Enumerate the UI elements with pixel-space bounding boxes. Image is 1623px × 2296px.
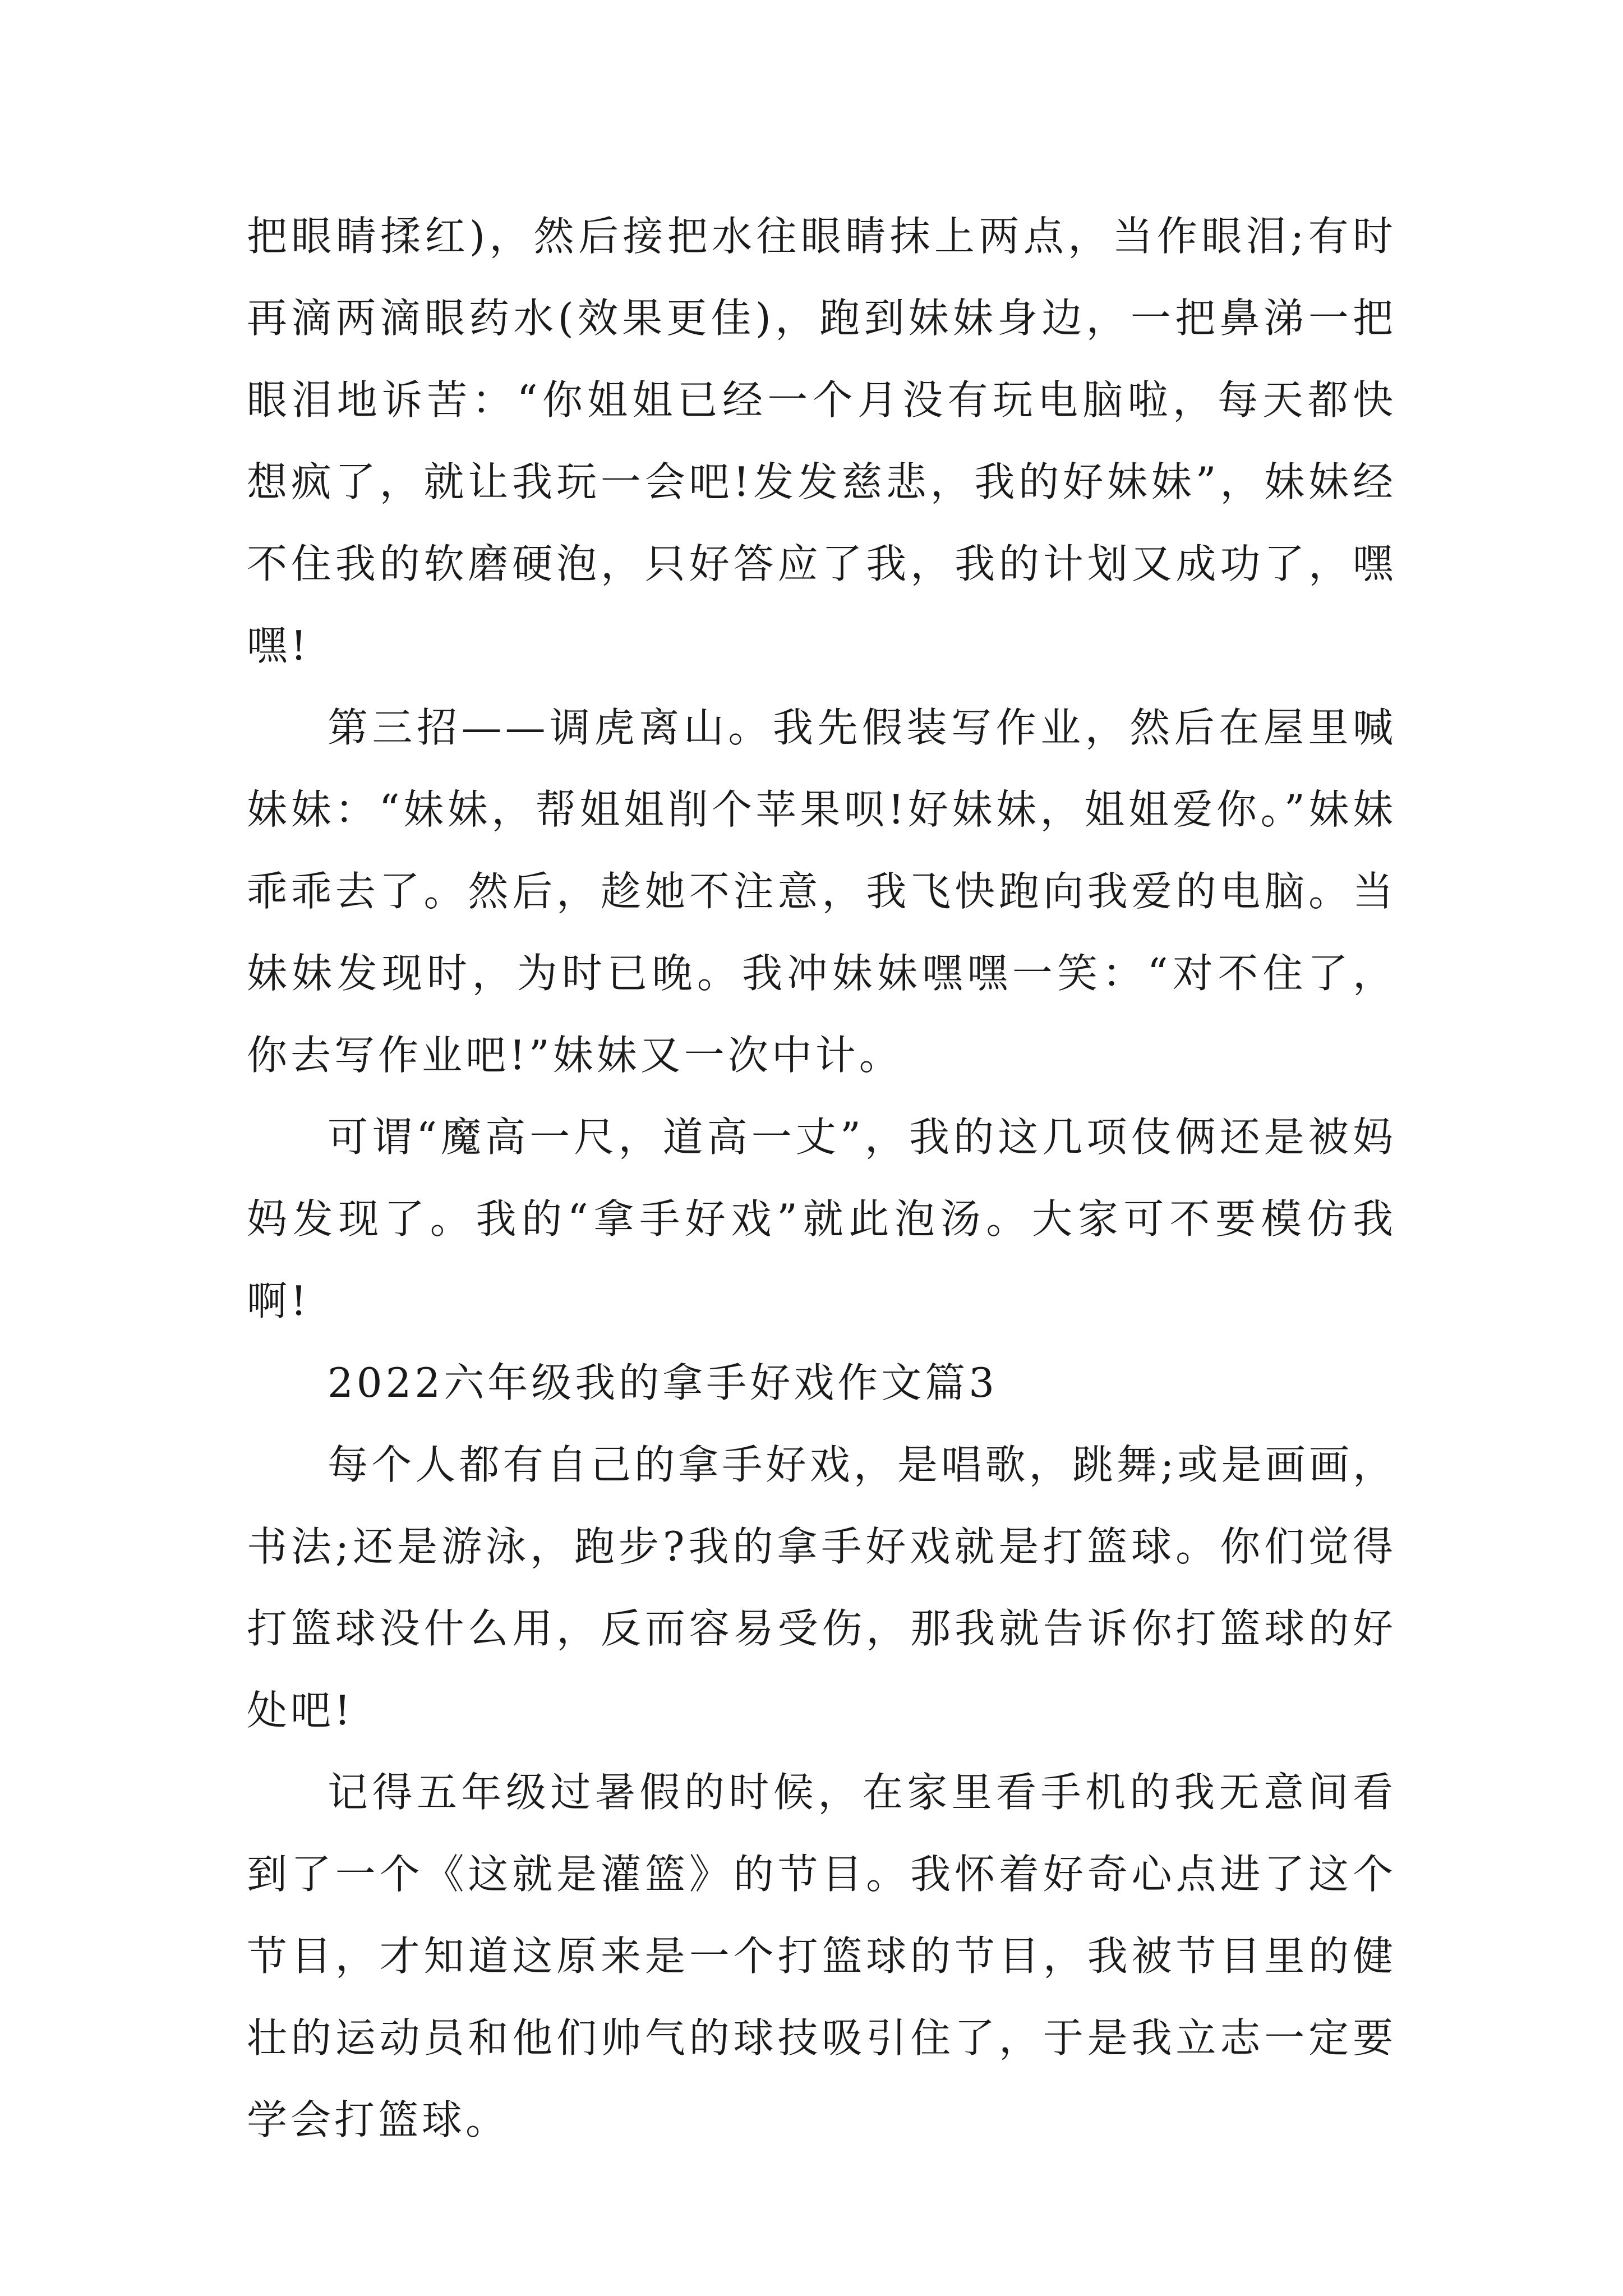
paragraph-continued: 把眼睛揉红)，然后接把水往眼睛抹上两点，当作眼泪;有时再滴两滴眼药水(效果更佳)，跑到妹妹身边，一把鼻涕一把眼泪地诉苦：“你姐姐已经一个月没有玩电脑啦，每天都快想疯了，就让我玩一会吧!发发慈悲，我的好妹妹”，妹妹经不住我的软磨硬泡，只好答应了我，我的计划又成功了，嘿嘿!	[247, 213, 1396, 669]
paragraph-third-trick: 第三招——调虎离山。我先假装写作业，然后在屋里喊妹妹：“妹妹，帮姐姐削个苹果呗!好妹妹，姐姐爱你。”妹妹乖乖去了。然后，趁她不注意，我飞快跑向我爱的电脑。当妹妹发现时，为时已晚。我冲妹妹嘿嘿一笑：“对不住了，你去写作业吧!”妹妹又一次中计。	[247, 704, 1396, 1079]
paragraph-intro-basketball: 每个人都有自己的拿手好戏，是唱歌，跳舞;或是画画，书法;还是游泳，跑步?我的拿手好戏就是打篮球。你们觉得打篮球没什么用，反而容易受伤，那我就告诉你打篮球的好处吧!	[247, 1441, 1396, 1734]
paragraph-conclusion: 可谓“魔高一尺，道高一丈”，我的这几项伎俩还是被妈妈发现了。我的“拿手好戏”就此泡汤。大家可不要模仿我啊!	[247, 1114, 1396, 1324]
paragraph-summer-memory: 记得五年级过暑假的时候，在家里看手机的我无意间看到了一个《这就是灌篮》的节目。我怀着好奇心点进了这个节目，才知道这原来是一个打篮球的节目，我被节目里的健壮的运动员和他们帅气的球技吸引住了，于是我立志一定要学会打篮球。	[247, 1769, 1396, 2143]
section-heading: 2022六年级我的拿手好戏作文篇3	[328, 1359, 998, 1406]
article-body	[247, 195, 1396, 2161]
